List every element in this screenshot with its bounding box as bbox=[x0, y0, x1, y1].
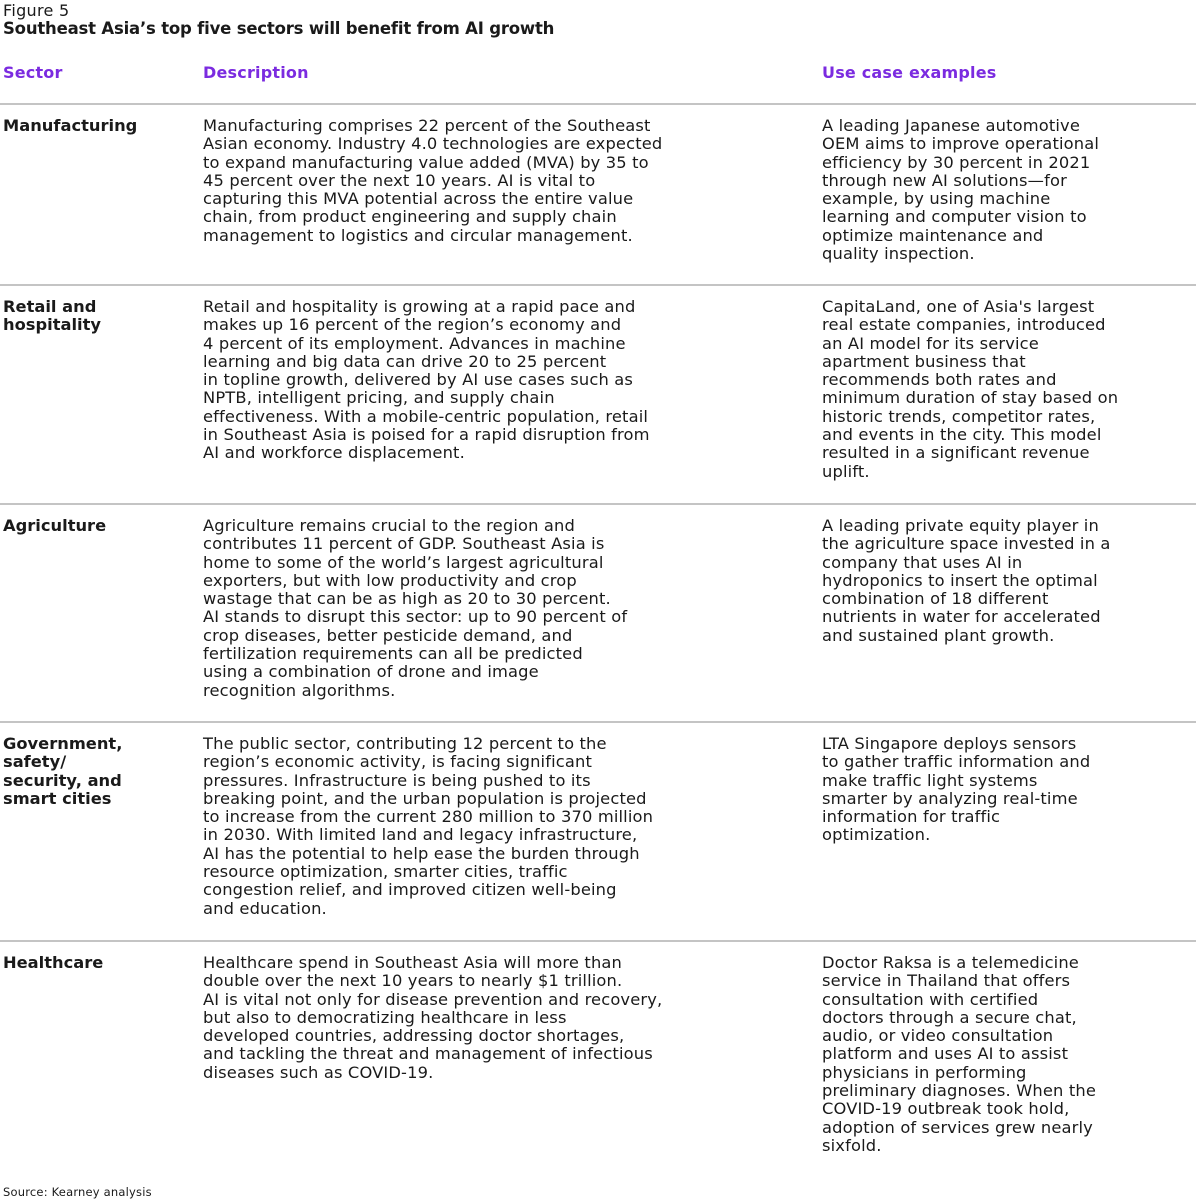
sector-cell: Healthcare bbox=[3, 953, 104, 972]
sector-cell: Government, safety/ security, and smart cities bbox=[3, 734, 123, 808]
use-case-cell: A leading private equity player in the agriculture space invested in a company that uses AI in hydroponics to insert the optimal combination of 18 different nutrients in water for accelerated and sustained plant growth. bbox=[822, 516, 1111, 645]
column-header-description: Description bbox=[203, 63, 309, 82]
description-cell: The public sector, contributing 12 percent to the region’s economic activity, is facing significant pressures. Infrastructure is being pushed to its breaking point, and the urban population is projected to increase from the current 280 million to 370 million in 2030. With limited land and legacy infrastructure, AI has the potential to help ease the burden through resource optimization, smarter cities, traffic congestion relief, and improved citizen well-being and education. bbox=[203, 734, 654, 918]
description-cell: Retail and hospitality is growing at a rapid pace and makes up 16 percent of the region’s economy and 4 percent of its employment. Advances in machine learning and big data can drive 20 to 25 percent in topline growth, delivered by AI use cases such as NPTB, intelligent pricing, and supply chain effectiveness. With a mobile-centric population, retail in Southeast Asia is poised for a rapid disruption from AI and workforce displacement. bbox=[203, 297, 650, 463]
column-header-use-cases: Use case examples bbox=[822, 63, 997, 82]
table-divider bbox=[0, 503, 1196, 505]
use-case-cell: CapitaLand, one of Asia's largest real estate companies, introduced an AI model for its service apartment business that recommends both rates and minimum duration of stay based on historic trends, competitor rates, and events in the city. This model resulted in a significant revenue uplift. bbox=[822, 297, 1119, 481]
description-cell: Healthcare spend in Southeast Asia will more than double over the next 10 years to nearly $1 trillion. AI is vital not only for disease prevention and recovery, but also to democratizing healthcare in less developed countries, addressing doctor shortages, and tackling the threat and management of infectious diseases such as COVID-19. bbox=[203, 953, 663, 1082]
description-cell: Manufacturing comprises 22 percent of the Southeast Asian economy. Industry 4.0 technologies are expected to expand manufacturing value added (MVA) by 35 to 45 percent over the next 10 years. AI is vital to capturing this MVA potential across the entire value chain, from product engineering and supply chain management to logistics and circular management. bbox=[203, 116, 663, 245]
table-divider bbox=[0, 940, 1196, 942]
use-case-cell: A leading Japanese automotive OEM aims to improve operational efficiency by 30 percent in 2021 through new AI solutions—for example, by using machine learning and computer vision to optimize maintenance and quality inspection. bbox=[822, 116, 1100, 264]
table-divider bbox=[0, 284, 1196, 286]
table-divider bbox=[0, 103, 1196, 105]
table-divider bbox=[0, 721, 1196, 723]
figure-label: Figure 5 bbox=[3, 1, 70, 20]
column-header-sector: Sector bbox=[3, 63, 63, 82]
sector-cell: Manufacturing bbox=[3, 116, 138, 135]
use-case-cell: Doctor Raksa is a telemedicine service in Thailand that offers consultation with certified doctors through a secure chat, audio, or video consultation platform and uses AI to assist physicians in performing preliminary diagnoses. When the COVID-19 outbreak took hold, adoption of services grew nearly sixfold. bbox=[822, 953, 1096, 1155]
use-case-cell: LTA Singapore deploys sensors to gather traffic information and make traffic light systems smarter by analyzing real-time information for traffic optimization. bbox=[822, 734, 1091, 845]
sector-cell: Agriculture bbox=[3, 516, 107, 535]
sector-cell: Retail and hospitality bbox=[3, 297, 102, 335]
description-cell: Agriculture remains crucial to the region and contributes 11 percent of GDP. Southeast Asia is home to some of the world’s largest agricultural exporters, but with low productivity and crop wastage that can be as high as 20 to 30 percent. AI stands to disrupt this sector: up to 90 percent of crop diseases, better pesticide demand, and fertilization requirements can all be predicted using a combination of drone and image recognition algorithms. bbox=[203, 516, 628, 700]
source-note: Source: Kearney analysis bbox=[3, 1185, 152, 1199]
figure-title: Southeast Asia’s top five sectors will benefit from AI growth bbox=[3, 19, 555, 38]
